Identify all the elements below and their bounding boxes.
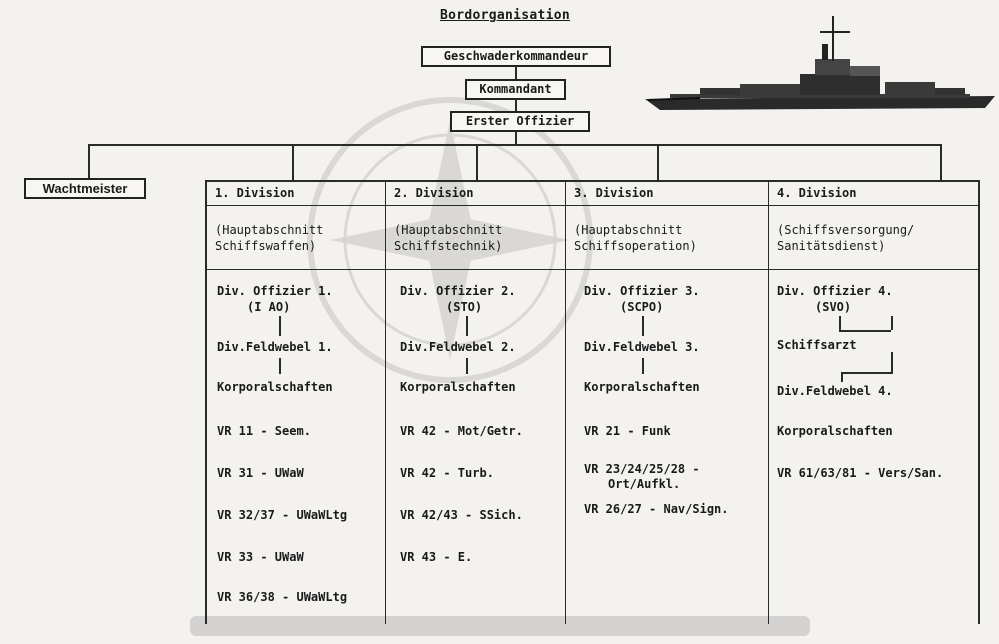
division-2-feldwebel: Div.Feldwebel 2. <box>400 340 516 354</box>
box-geschwaderkommandeur: Geschwaderkommandeur <box>421 46 611 67</box>
division-1-vr-1: VR 11 - Seem. <box>217 424 311 438</box>
division-3-officer-abbr: (SCPO) <box>620 300 664 314</box>
division-3-subtitle <box>566 206 768 270</box>
division-4-link-1c <box>891 316 893 330</box>
division-2-link-1 <box>466 316 468 336</box>
division-1-link-2 <box>279 358 281 374</box>
connector-div4 <box>940 144 942 180</box>
division-2-officer: Div. Offizier 2. <box>400 284 516 298</box>
division-3-link-2 <box>642 358 644 374</box>
division-4-feldwebel: Div.Feldwebel 4. <box>777 384 893 398</box>
division-1-feldwebel: Div.Feldwebel 1. <box>217 340 333 354</box>
division-2-subtitle-line2: Schiffstechnik) <box>394 239 503 253</box>
connector-wachtmeister <box>88 144 90 178</box>
divisions-table <box>205 180 980 624</box>
division-3-title: 3. Division <box>566 182 768 206</box>
connector-div3 <box>657 144 659 180</box>
division-1-subtitle <box>207 206 385 270</box>
division-4-body <box>769 270 978 626</box>
division-2-officer-abbr: (STO) <box>446 300 483 314</box>
division-4-column <box>769 182 978 624</box>
division-1-link-1 <box>279 316 281 336</box>
division-2-title: 2. Division <box>386 182 565 206</box>
division-3-subtitle-line1: (Hauptabschnitt <box>574 223 683 237</box>
page-title: Bordorganisation <box>439 8 571 23</box>
box-wachtmeister: Wachtmeister <box>24 178 146 199</box>
connector-div2 <box>476 144 478 180</box>
division-1-title: 1. Division <box>207 182 385 206</box>
division-3-officer: Div. Offizier 3. <box>584 284 700 298</box>
division-3-vr-3: VR 26/27 - Nav/Sign. <box>584 502 729 516</box>
division-1-vr-2: VR 31 - UWaW <box>217 466 304 480</box>
division-4-link-2 <box>891 352 893 372</box>
ship-illustration <box>640 14 999 114</box>
division-3-feldwebel: Div.Feldwebel 3. <box>584 340 700 354</box>
connector-cmd-3 <box>515 130 517 144</box>
division-1-body <box>207 270 385 626</box>
division-1-column <box>207 182 386 624</box>
division-2-column <box>386 182 566 624</box>
division-3-subtitle-line2: Schiffsoperation) <box>574 239 697 253</box>
division-3-vr-2: VR 23/24/25/28 - <box>584 462 700 476</box>
connector-cmd-1 <box>515 65 517 79</box>
box-erster-offizier: Erster Offizier <box>450 111 590 132</box>
division-1-officer: Div. Offizier 1. <box>217 284 333 298</box>
division-1-korporal: Korporalschaften <box>217 380 333 394</box>
connector-horizontal <box>88 144 942 146</box>
division-2-vr-4: VR 43 - E. <box>400 550 473 564</box>
division-4-arzt: Schiffsarzt <box>777 338 857 352</box>
division-1-vr-4: VR 33 - UWaW <box>217 550 304 564</box>
division-4-subtitle <box>769 206 978 270</box>
division-4-subtitle-line1: (Schiffsversorgung/ <box>777 223 915 237</box>
division-2-vr-1: VR 42 - Mot/Getr. <box>400 424 523 438</box>
division-3-link-1 <box>642 316 644 336</box>
division-3-vr-2-cont: Ort/Aufkl. <box>608 477 681 491</box>
division-2-link-2 <box>466 358 468 374</box>
division-2-body <box>386 270 565 626</box>
box-kommandant: Kommandant <box>465 79 566 100</box>
division-4-link-2b <box>841 372 893 374</box>
division-3-body <box>566 270 768 626</box>
division-2-vr-3: VR 42/43 - SSich. <box>400 508 523 522</box>
division-2-subtitle-line1: (Hauptabschnitt <box>394 223 503 237</box>
division-4-subtitle-line2: Sanitätsdienst) <box>777 239 886 253</box>
division-1-officer-abbr: (I AO) <box>247 300 291 314</box>
division-2-subtitle <box>386 206 565 270</box>
division-4-link-2c <box>841 372 843 382</box>
division-4-officer: Div. Offizier 4. <box>777 284 893 298</box>
connector-div1 <box>292 144 294 180</box>
division-4-vr-1: VR 61/63/81 - Vers/San. <box>777 466 944 480</box>
division-1-vr-5: VR 36/38 - UWaWLtg <box>217 590 348 604</box>
division-2-korporal: Korporalschaften <box>400 380 516 394</box>
connector-cmd-2 <box>515 98 517 111</box>
division-3-vr-1: VR 21 - Funk <box>584 424 671 438</box>
division-3-korporal: Korporalschaften <box>584 380 700 394</box>
division-1-subtitle-line2: Schiffswaffen) <box>215 239 317 253</box>
division-3-column <box>566 182 769 624</box>
division-4-officer-abbr: (SVO) <box>815 300 852 314</box>
division-1-subtitle-line1: (Hauptabschnitt <box>215 223 324 237</box>
division-4-title: 4. Division <box>769 182 978 206</box>
division-4-korporal: Korporalschaften <box>777 424 893 438</box>
division-4-link-1b <box>839 330 891 332</box>
division-2-vr-2: VR 42 - Turb. <box>400 466 494 480</box>
division-4-link-1 <box>839 316 841 330</box>
division-1-vr-3: VR 32/37 - UWaWLtg <box>217 508 348 522</box>
